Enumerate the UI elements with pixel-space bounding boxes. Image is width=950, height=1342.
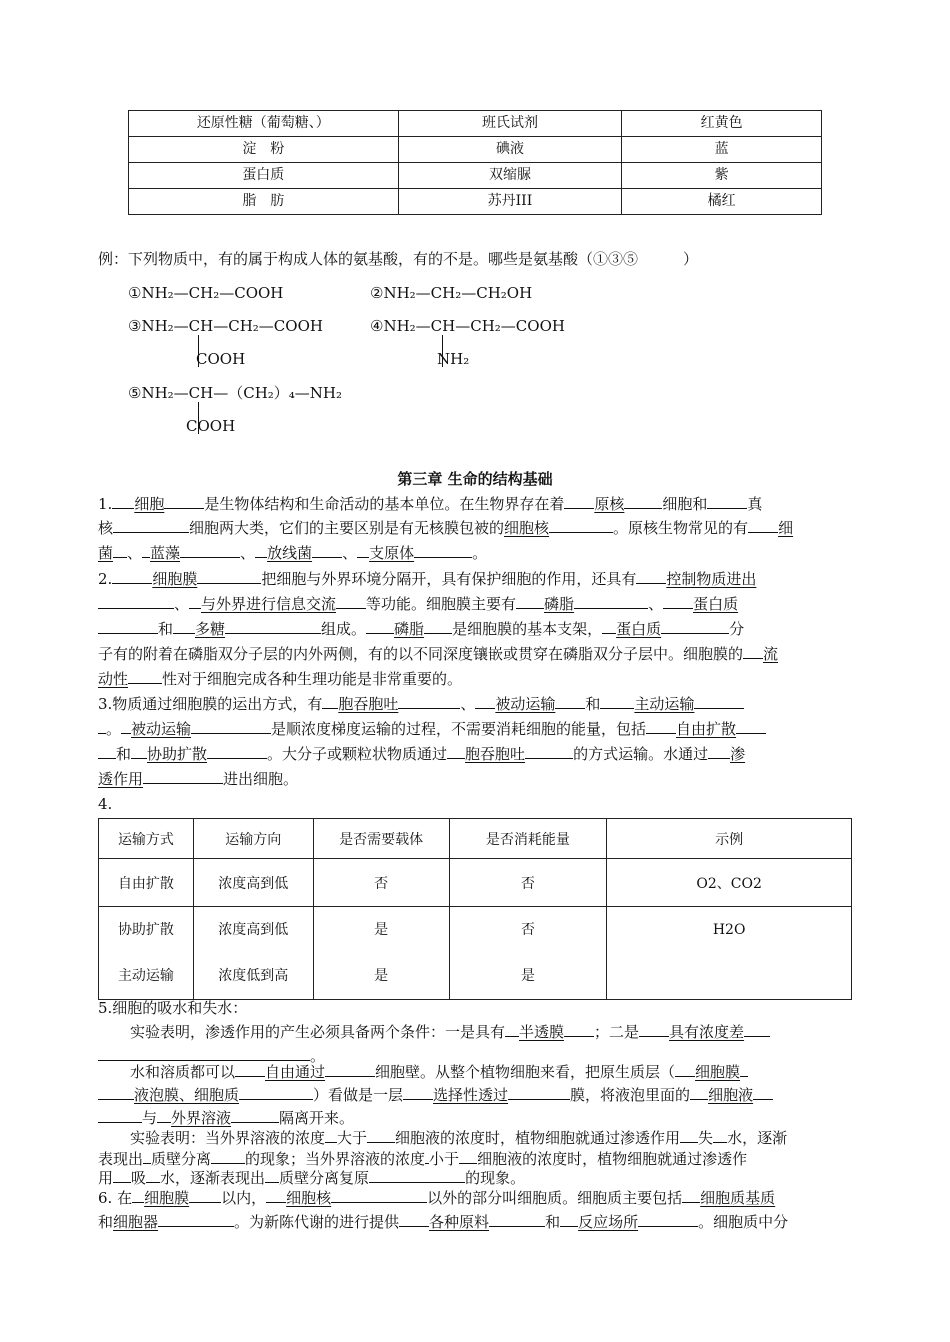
- table-row: [129, 137, 822, 163]
- formula-2: ②NH₂—CH₂—CH₂OH: [370, 284, 533, 302]
- formula-3-branch: COOH: [196, 350, 246, 368]
- table-cell: 苏丹III: [398, 189, 622, 215]
- q3-line-2: [98, 719, 766, 739]
- text: 是生物体结构和生命活动的基本单位。在生物界存在着: [204, 495, 565, 513]
- text: 实验表明：当外界溶液的浓度: [130, 1129, 326, 1147]
- table-cell: 浓度高到低: [218, 922, 289, 938]
- answer-phospholipid: 磷脂: [544, 595, 575, 613]
- answer-actinomycetes: 放线菌: [267, 544, 313, 562]
- text: 和: [116, 745, 132, 763]
- text: 核: [98, 519, 114, 537]
- text: ）看做是一层: [313, 1086, 404, 1104]
- answer-concentration-diff: 具有浓度差: [669, 1023, 745, 1041]
- table-row: [129, 189, 822, 215]
- answer-external-solution: 外界溶液: [171, 1109, 232, 1127]
- text: 。细胞质中分: [698, 1213, 789, 1231]
- q3-line-1: [98, 694, 744, 714]
- header-cell: 是否消耗能量: [449, 819, 607, 859]
- table-row: [129, 111, 822, 137]
- header-cell: 是否需要载体: [313, 819, 449, 859]
- text: 。: [106, 720, 122, 738]
- table-cell: 自由扩散: [99, 859, 194, 907]
- table-row: [129, 163, 822, 189]
- text: 。大分子或颗粒状物质通过: [267, 745, 448, 763]
- table-cell: 还原性糖（葡萄糖、）: [129, 111, 399, 137]
- answer-free-pass: 自由通过: [265, 1063, 326, 1081]
- formula-4: ④NH₂—CH—CH₂—COOH: [370, 317, 565, 335]
- table-cell: 红黄色: [622, 111, 822, 137]
- answer-organelle: 细胞器: [113, 1213, 159, 1231]
- sep: 、: [174, 595, 190, 613]
- text: 膜，将液泡里面的: [570, 1086, 691, 1104]
- table-cell: 主动运输: [117, 968, 174, 984]
- answer-semipermeable: 半透膜: [519, 1023, 565, 1041]
- q1-line-1: [98, 494, 762, 514]
- text: 水和溶质都可以: [130, 1063, 236, 1081]
- answer-cyanobacteria: 蓝藻: [150, 544, 181, 562]
- table-cell: 是: [374, 968, 389, 984]
- text: 子有的附着在磷脂双分子层的内外两侧，有的以不同深度镶嵌或贯穿在磷脂双分子层中。细胞膜的: [98, 645, 744, 663]
- answer-mycoplasma: 支原体: [369, 544, 415, 562]
- q5-title: 5.细胞的吸水和失水：: [98, 999, 248, 1017]
- formula-5-branch: COOH: [186, 417, 236, 435]
- answer-cell-sap: 细胞液: [708, 1086, 754, 1104]
- text: 细胞壁。从整个植物细胞来看，把原生质层（: [375, 1063, 676, 1081]
- sep: 、: [342, 544, 358, 562]
- table-cell: 浓度低到高: [218, 968, 289, 984]
- answer-control: 控制物质进出: [666, 570, 757, 588]
- answer-bacteria-cont: 菌: [98, 544, 114, 562]
- text: 以内，: [221, 1189, 267, 1207]
- q2-line-4: [98, 644, 778, 664]
- table-cell-merged: [193, 907, 313, 1000]
- table-cell: 脂 肪: [129, 189, 399, 215]
- answer-lose: 失: [698, 1129, 714, 1147]
- answer-fluidity-cont: 动性: [98, 670, 129, 688]
- formula-3: ③NH₂—CH—CH₂—COOH: [128, 317, 323, 335]
- table-cell-merged: [607, 907, 852, 1000]
- answer-protein: 蛋白质: [693, 595, 739, 613]
- text: 与: [142, 1109, 158, 1127]
- text: 性对于细胞完成各种生理功能是非常重要的。: [162, 670, 463, 688]
- text: 细胞和: [662, 495, 708, 513]
- table-cell: 否: [449, 859, 607, 907]
- table-cell: 橘红: [622, 189, 822, 215]
- q3-line-3: [98, 744, 745, 764]
- text: 组成。: [321, 620, 367, 638]
- text: 细胞液的浓度时，植物细胞就通过渗透作用: [395, 1129, 681, 1147]
- answer-passive: 被动运输: [495, 695, 556, 713]
- answer-greater: 大于: [337, 1129, 368, 1147]
- answer-vacuole-cytoplasm: 液泡膜、细胞质: [134, 1086, 240, 1104]
- answer-fluidity: 流: [763, 645, 779, 663]
- text: 进出细胞。: [223, 770, 299, 788]
- answer-deplasmolysis: 质壁分离复原: [279, 1169, 370, 1187]
- text: 表现出: [98, 1150, 144, 1168]
- text: 。为新陈代谢的进行提供: [234, 1213, 400, 1231]
- text: 用: [98, 1169, 114, 1187]
- q6-number: 6. 在: [98, 1189, 133, 1207]
- text: 的现象；当外界溶液的浓度: [245, 1150, 426, 1168]
- chapter-title: 第三章 生命的结构基础: [397, 470, 553, 488]
- sep: 、: [240, 544, 256, 562]
- q1-number: 1.: [98, 495, 113, 513]
- text: 分: [729, 620, 745, 638]
- formula-5: ⑤NH₂—CH—（CH₂）₄—NH₂: [128, 384, 343, 402]
- text: 和: [158, 620, 174, 638]
- answer-cell-membrane: 细胞膜: [695, 1063, 741, 1081]
- table-cell: 紫: [622, 163, 822, 189]
- answer-nucleus-6: 细胞核: [286, 1189, 332, 1207]
- text: 水，逐渐表现出: [160, 1169, 266, 1187]
- table-cell: 是: [520, 968, 535, 984]
- answer-plasmolysis: 质壁分离: [151, 1150, 212, 1168]
- table-cell: H2O: [712, 922, 746, 938]
- answer-polysaccharide: 多糖: [195, 620, 226, 638]
- text: 是顺浓度梯度运输的过程，不需要消耗细胞的能量，包括: [271, 720, 647, 738]
- text: 把细胞与外界环境分隔开，具有保护细胞的作用，还具有: [261, 570, 637, 588]
- text: 的现象。: [465, 1169, 526, 1187]
- header-cell: 运输方向: [193, 819, 313, 859]
- sep: 、: [460, 695, 476, 713]
- q2-line-3: [98, 619, 744, 639]
- text: ；二是: [594, 1023, 640, 1041]
- reagent-table: [128, 110, 822, 215]
- text: 等功能。细胞膜主要有: [366, 595, 517, 613]
- answer-passive-2: 被动运输: [131, 720, 192, 738]
- q3-line-4: [98, 769, 298, 789]
- sep: 、: [127, 544, 143, 562]
- formula-4-branch: NH₂: [437, 350, 470, 368]
- table-header-row: [99, 819, 852, 859]
- text: 实验表明，渗透作用的产生必须具备两个条件：一是具有: [130, 1023, 506, 1041]
- q6-line-2: [98, 1212, 788, 1232]
- q5-line-8: [98, 1168, 525, 1188]
- table-cell: 淀 粉: [129, 137, 399, 163]
- table-row: [99, 907, 852, 1000]
- q6-line-1: [98, 1188, 775, 1208]
- table-cell: 是: [374, 922, 389, 938]
- table-cell: 蓝: [622, 137, 822, 163]
- table-row: [99, 859, 852, 907]
- text: 和: [98, 1213, 114, 1231]
- q5-line-1: [130, 1022, 770, 1042]
- table-cell: 浓度高到低: [193, 859, 313, 907]
- answer-materials: 各种原料: [429, 1213, 490, 1231]
- q5-line-6: [130, 1128, 787, 1148]
- text: 以外的部分叫细胞质。细胞质主要包括: [427, 1189, 683, 1207]
- answer-facilitated: 协助扩散: [147, 745, 208, 763]
- table-cell: 协助扩散: [117, 922, 174, 938]
- header-cell: 运输方式: [99, 819, 194, 859]
- q5-line-3: [130, 1062, 748, 1082]
- table-cell: 班氏试剂: [398, 111, 622, 137]
- text: 隔离开来。: [279, 1109, 355, 1127]
- text: 的方式运输。水通过: [573, 745, 709, 763]
- example-question: 例：下列物质中，有的属于构成人体的氨基酸，有的不是。哪些是氨基酸（①③⑤ ）: [98, 250, 699, 268]
- answer-less: 小于: [429, 1150, 460, 1168]
- q1-line-3: [98, 543, 487, 563]
- text: 。: [472, 544, 488, 562]
- sep: 、: [648, 595, 664, 613]
- answer-cell: 细胞: [134, 495, 165, 513]
- text: 。原核生物常见的有: [613, 519, 749, 537]
- answer-diffusion: 自由扩散: [676, 720, 737, 738]
- answer-osmosis-cont: 透作用: [98, 770, 144, 788]
- table-cell-merged: [449, 907, 607, 1000]
- transport-table: [98, 818, 852, 1000]
- text: 和: [585, 695, 601, 713]
- table-cell-merged: [313, 907, 449, 1000]
- q2-line-1: [98, 569, 756, 589]
- answer-active: 主动运输: [634, 695, 695, 713]
- q2-number: 2.: [98, 570, 113, 588]
- answer-membrane-6: 细胞膜: [144, 1189, 190, 1207]
- text: 和: [545, 1213, 561, 1231]
- text: 水，逐渐: [727, 1129, 788, 1147]
- answer-protein-2: 蛋白质: [616, 620, 662, 638]
- q5-line-4: [98, 1085, 773, 1105]
- q2-line-5: [98, 669, 462, 689]
- table-cell: O2、CO2: [607, 859, 852, 907]
- answer-nucleus: 细胞核: [504, 519, 550, 537]
- answer-endocytosis: 胞吞胞吐: [338, 695, 399, 713]
- answer-bacteria: 细: [778, 519, 794, 537]
- text: 细胞两大类，它们的主要区别是有无核膜包被的: [189, 519, 505, 537]
- q4-label: 4.: [98, 795, 113, 813]
- table-cell: 蛋白质: [129, 163, 399, 189]
- table-cell: 双缩脲: [398, 163, 622, 189]
- answer-communication: 与外界进行信息交流: [201, 595, 337, 613]
- answer-absorb: 吸: [131, 1169, 147, 1187]
- text: 。: [310, 1047, 326, 1065]
- answer-cytosol: 细胞质基质: [700, 1189, 776, 1207]
- answer-phospholipid-2: 磷脂: [394, 620, 425, 638]
- answer-osmosis: 渗: [730, 745, 746, 763]
- text: 真: [747, 495, 763, 513]
- answer-selective: 选择性透过: [433, 1086, 509, 1104]
- q2-line-2: [98, 594, 738, 614]
- q3-number: 3.物质通过细胞膜的运出方式，有: [98, 695, 323, 713]
- formula-1: ①NH₂—CH₂—COOH: [128, 284, 284, 302]
- table-cell: 碘液: [398, 137, 622, 163]
- table-cell: 否: [313, 859, 449, 907]
- answer-endocytosis-2: 胞吞胞吐: [465, 745, 526, 763]
- q5-line-5: [98, 1108, 354, 1128]
- text: 是细胞膜的基本支架，: [452, 620, 603, 638]
- table-cell-merged: [99, 907, 194, 1000]
- answer-reaction-site: 反应场所: [578, 1213, 639, 1231]
- text: 细胞液的浓度时，植物细胞就通过渗透作: [477, 1150, 748, 1168]
- answer-membrane: 细胞膜: [152, 570, 198, 588]
- answer-prokaryote: 原核: [594, 495, 625, 513]
- q5-line-7: [98, 1149, 747, 1169]
- table-cell: 否: [520, 922, 535, 938]
- header-cell: 示例: [607, 819, 852, 859]
- q1-line-2: [98, 518, 793, 538]
